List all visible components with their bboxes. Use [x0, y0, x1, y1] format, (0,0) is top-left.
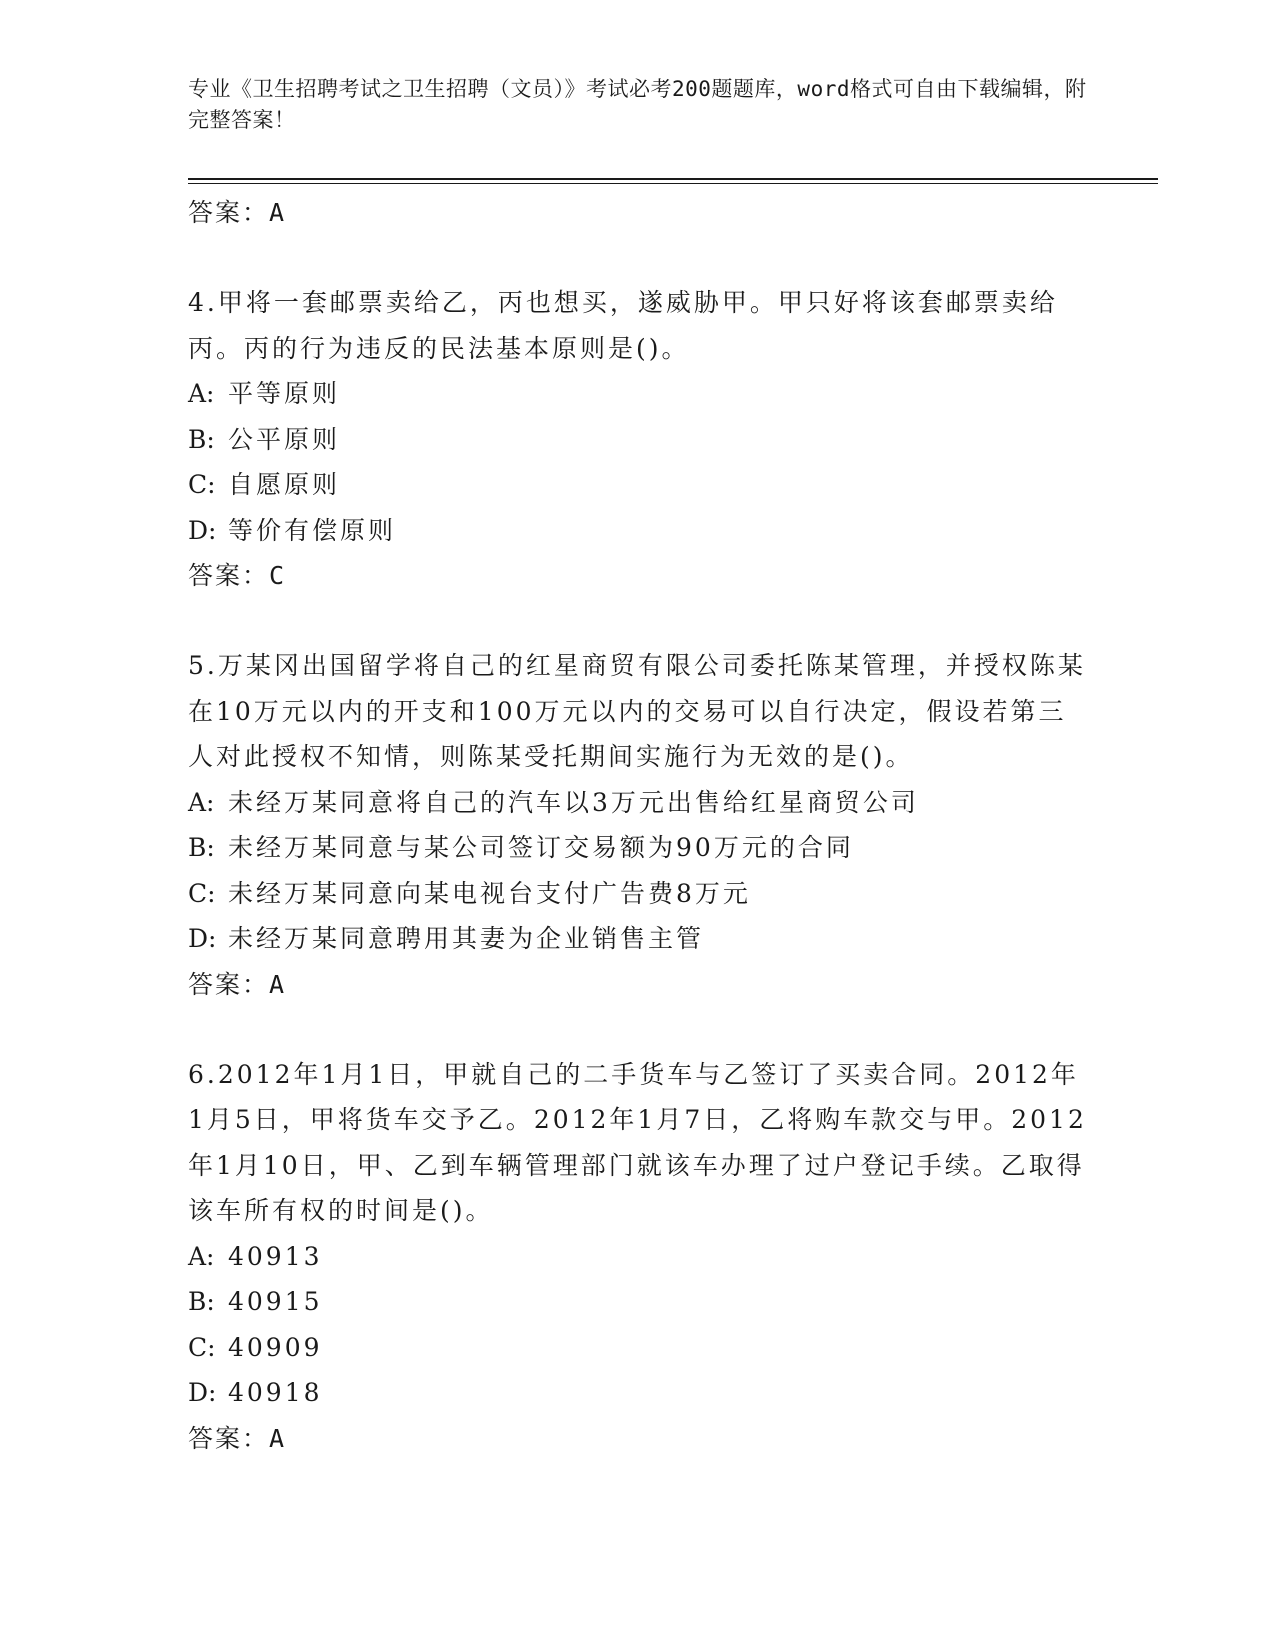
option-text: 40915	[228, 1287, 323, 1316]
option-c	[188, 871, 1088, 917]
option-label: A:	[188, 379, 215, 408]
option-a	[188, 371, 1088, 417]
answer-value: A	[269, 969, 287, 999]
option-b	[188, 417, 1088, 463]
answer-line	[188, 190, 1088, 236]
header-divider-thin	[188, 183, 1158, 184]
answer-line	[188, 962, 1088, 1008]
option-label: D:	[188, 515, 217, 545]
option-text: 未经万某同意聘用其妻为企业销售主管	[228, 924, 705, 953]
question-stem: 5.万某冈出国留学将自己的红星商贸有限公司委托陈某管理，并授权陈某在10万元以内的开支和100万元以内的交易可以自行决定，假设若第三人对此授权不知情，则陈某受托期间实施行为无效的是()。	[188, 651, 1086, 771]
option-d	[188, 508, 1088, 554]
option-a	[188, 1234, 1088, 1280]
answer-value: A	[269, 1423, 287, 1453]
option-text: 未经万某同意将自己的汽车以3万元出售给红星商贸公司	[228, 787, 919, 817]
header-divider-thick	[188, 178, 1158, 180]
question-item	[188, 643, 1088, 1008]
option-label: C:	[188, 1332, 216, 1362]
answer-line	[188, 553, 1088, 599]
option-text: 40909	[228, 1332, 323, 1362]
document-header: 专业《卫生招聘考试之卫生招聘（文员）》考试必考200题题库，word格式可自由下载编辑，附完整答案！	[188, 77, 1087, 132]
option-text: 未经万某同意与某公司签订交易额为90万元的合同	[228, 833, 854, 862]
question-content	[188, 190, 1088, 1462]
option-label: D:	[188, 924, 217, 953]
option-label: D:	[188, 1378, 217, 1407]
question-stem: 6.2012年1月1日，甲就自己的二手货车与乙签订了买卖合同。2012年1月5日，甲将货车交予乙。2012年1月7日，乙将购车款交与甲。2012年1月10日，甲、乙到车辆管理部门就该车办理了过户登记手续。乙取得该车所有权的时间是()。	[188, 1059, 1087, 1225]
option-label: A:	[188, 1241, 215, 1271]
option-c	[188, 1325, 1088, 1371]
answer-label: 答案：	[188, 969, 270, 999]
option-text: 平等原则	[228, 379, 341, 408]
option-d	[188, 916, 1088, 962]
option-b	[188, 825, 1088, 871]
question-item	[188, 280, 1088, 599]
answer-value: C	[269, 561, 287, 590]
option-text: 公平原则	[228, 424, 341, 454]
answer-label: 答案：	[188, 198, 270, 227]
option-text: 40913	[228, 1241, 323, 1271]
option-label: C:	[188, 878, 216, 908]
answer-label: 答案：	[188, 561, 270, 590]
question-stem: 4.甲将一套邮票卖给乙，丙也想买，遂威胁甲。甲只好将该套邮票卖给丙。丙的行为违反的民法基本原则是()。	[188, 288, 1058, 363]
option-a	[188, 780, 1088, 826]
option-b	[188, 1279, 1088, 1325]
option-text: 40918	[228, 1378, 323, 1407]
option-text: 未经万某同意向某电视台支付广告费8万元	[228, 878, 751, 908]
option-label: C:	[188, 470, 216, 499]
option-label: B:	[188, 833, 215, 862]
question-item	[188, 1052, 1088, 1462]
option-label: B:	[188, 424, 215, 454]
option-label: A:	[188, 787, 215, 817]
answer-value: A	[269, 198, 287, 227]
option-text: 自愿原则	[228, 470, 341, 499]
answer-label: 答案：	[188, 1423, 270, 1453]
option-label: B:	[188, 1287, 215, 1316]
option-d	[188, 1370, 1088, 1416]
answer-line	[188, 1416, 1088, 1462]
option-text: 等价有偿原则	[228, 515, 397, 545]
option-c	[188, 462, 1088, 508]
